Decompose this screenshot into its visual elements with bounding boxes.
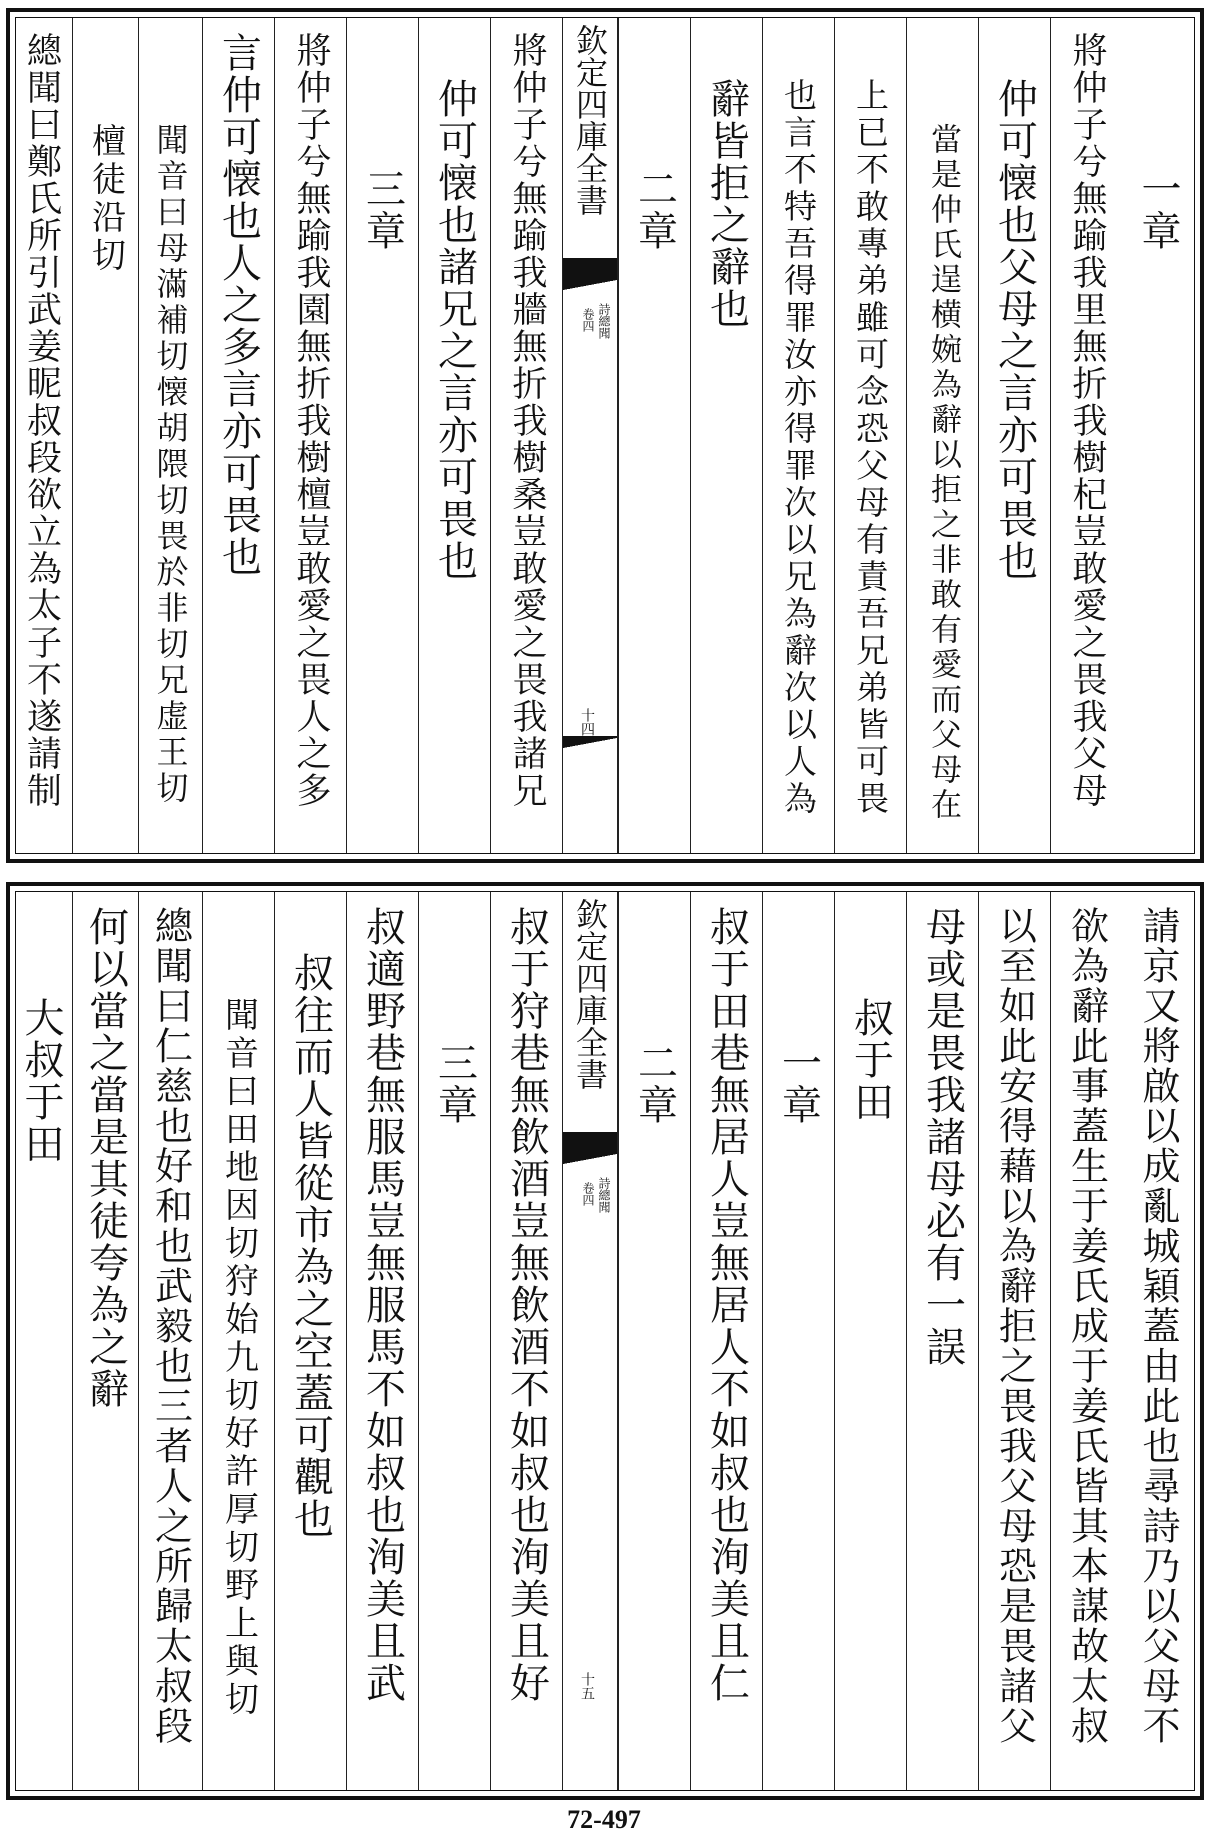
verse-line: 叔往而人皆從市為之空蓋可觀也 [287, 952, 334, 1540]
commentary-line: 辭皆拒之辭也 [703, 78, 750, 330]
text-column [138, 18, 202, 853]
commentary-line: 何以當之當是其徒夸為之辭 [82, 906, 129, 1410]
chapter-heading: 三章 [359, 168, 406, 252]
verse-line: 言仲可懐也人之多言亦可畏也 [215, 32, 262, 578]
poem-title: 叔于田 [847, 997, 894, 1123]
text-column [10, 18, 72, 853]
text-column [72, 18, 138, 853]
text-column [618, 892, 690, 1790]
text-column [346, 892, 418, 1790]
volume-number: 卷四 [581, 1182, 595, 1206]
text-column [202, 892, 274, 1790]
verse-line: 將仲子兮無踰我里無折我樹杞豈敢愛之畏我父母 [1067, 32, 1107, 809]
page-frame [15, 891, 1195, 1791]
volume-title: 詩總聞 [597, 1177, 611, 1213]
text-column [202, 18, 274, 853]
page-frame [15, 17, 1195, 854]
verse-line: 仲可懐也諸兄之言亦可畏也 [431, 78, 478, 582]
text-column [490, 892, 562, 1790]
text-column [1122, 892, 1194, 1790]
book-page-top [6, 8, 1204, 863]
chapter-heading: 二章 [631, 168, 678, 252]
text-column [906, 892, 978, 1790]
commentary-line: 總聞曰仁慈也好和也武毅也三者人之所歸太叔段 [148, 906, 193, 1746]
book-title: 欽定四庫全書 [571, 24, 609, 216]
text-column [618, 18, 690, 853]
poem-title: 大叔于田 [18, 997, 64, 1165]
page-code: 72-497 [567, 1805, 641, 1834]
chapter-heading: 一章 [775, 1042, 822, 1126]
text-column [274, 18, 346, 853]
text-column [10, 892, 72, 1790]
text-column [1050, 892, 1122, 1790]
text-column [834, 18, 906, 853]
commentary-line: 欲為辭此事蓋生于姜氏成于姜氏皆其本謀故太叔 [1064, 906, 1109, 1746]
text-column [762, 18, 834, 853]
text-column [690, 892, 762, 1790]
page-number: 十五 [579, 1672, 595, 1700]
commentary-line: 總聞曰鄭氏所引武姜昵叔段欲立為太子不遂請制 [21, 32, 62, 809]
chapter-heading: 一章 [1135, 168, 1181, 252]
text-column [906, 18, 978, 853]
volume-title: 詩總聞 [597, 303, 611, 339]
text-column [72, 892, 138, 1790]
text-column [978, 892, 1050, 1790]
commentary-line: 以至如此安得藉以為辭拒之畏我父母恐是畏諸父 [992, 906, 1037, 1746]
commentary-line: 上已不敢專弟雖可念恐父母有責吾兄弟皆可畏 [851, 78, 890, 818]
book-page-bottom [6, 882, 1204, 1800]
fish-tail-mark [563, 1132, 617, 1154]
pronunciation-note: 檀徒沿切 [85, 123, 126, 275]
chapter-heading: 二章 [631, 1042, 678, 1126]
volume-number: 卷四 [581, 308, 595, 332]
fish-tail-mark [563, 258, 617, 280]
commentary-line: 當是仲氏逞横婉為辭以拒之非敢有愛而父母在 [925, 123, 961, 823]
page-number: 十四 [579, 708, 595, 736]
text-column [1122, 18, 1194, 853]
page-spine [562, 18, 618, 853]
chapter-heading: 三章 [431, 1042, 478, 1126]
book-title: 欽定四庫全書 [571, 898, 609, 1090]
verse-line: 叔于田巷無居人豈無居人不如叔也洵美且仁 [703, 906, 750, 1704]
text-column [138, 892, 202, 1790]
text-column [346, 18, 418, 853]
verse-line: 仲可懐也父母之言亦可畏也 [991, 78, 1038, 582]
commentary-line: 請京又將啟以成亂城穎蓋由此也尋詩乃以父母不 [1136, 906, 1180, 1746]
text-column [418, 18, 490, 853]
text-column [274, 892, 346, 1790]
pronunciation-note: 聞音曰母滿補切懐胡隈切畏於非切兄虚王切 [151, 123, 190, 807]
commentary-line: 也言不特吾得罪汝亦得罪次以兄為辭次以人為 [779, 78, 818, 818]
commentary-line: 母或是畏我諸母必有一誤 [919, 906, 966, 1368]
verse-line: 將仲子兮無踰我牆無折我樹桑豈敢愛之畏我諸兄 [507, 32, 547, 809]
text-column [490, 18, 562, 853]
text-column [762, 892, 834, 1790]
page-spine [562, 892, 618, 1790]
verse-line: 將仲子兮無踰我園無折我樹檀豈敢愛之畏人之多 [291, 32, 331, 809]
spine-divider [563, 736, 617, 738]
text-column [690, 18, 762, 853]
text-column [978, 18, 1050, 853]
verse-line: 叔適野巷無服馬豈無服馬不如叔也洵美且武 [359, 906, 406, 1704]
pronunciation-note: 聞音曰田地因切狩始九切好許厚切野上與切 [218, 997, 259, 1719]
text-column [418, 892, 490, 1790]
text-column [1050, 18, 1122, 853]
verse-line: 叔于狩巷無飲酒豈無飲酒不如叔也洵美且好 [503, 906, 550, 1704]
text-column [834, 892, 906, 1790]
